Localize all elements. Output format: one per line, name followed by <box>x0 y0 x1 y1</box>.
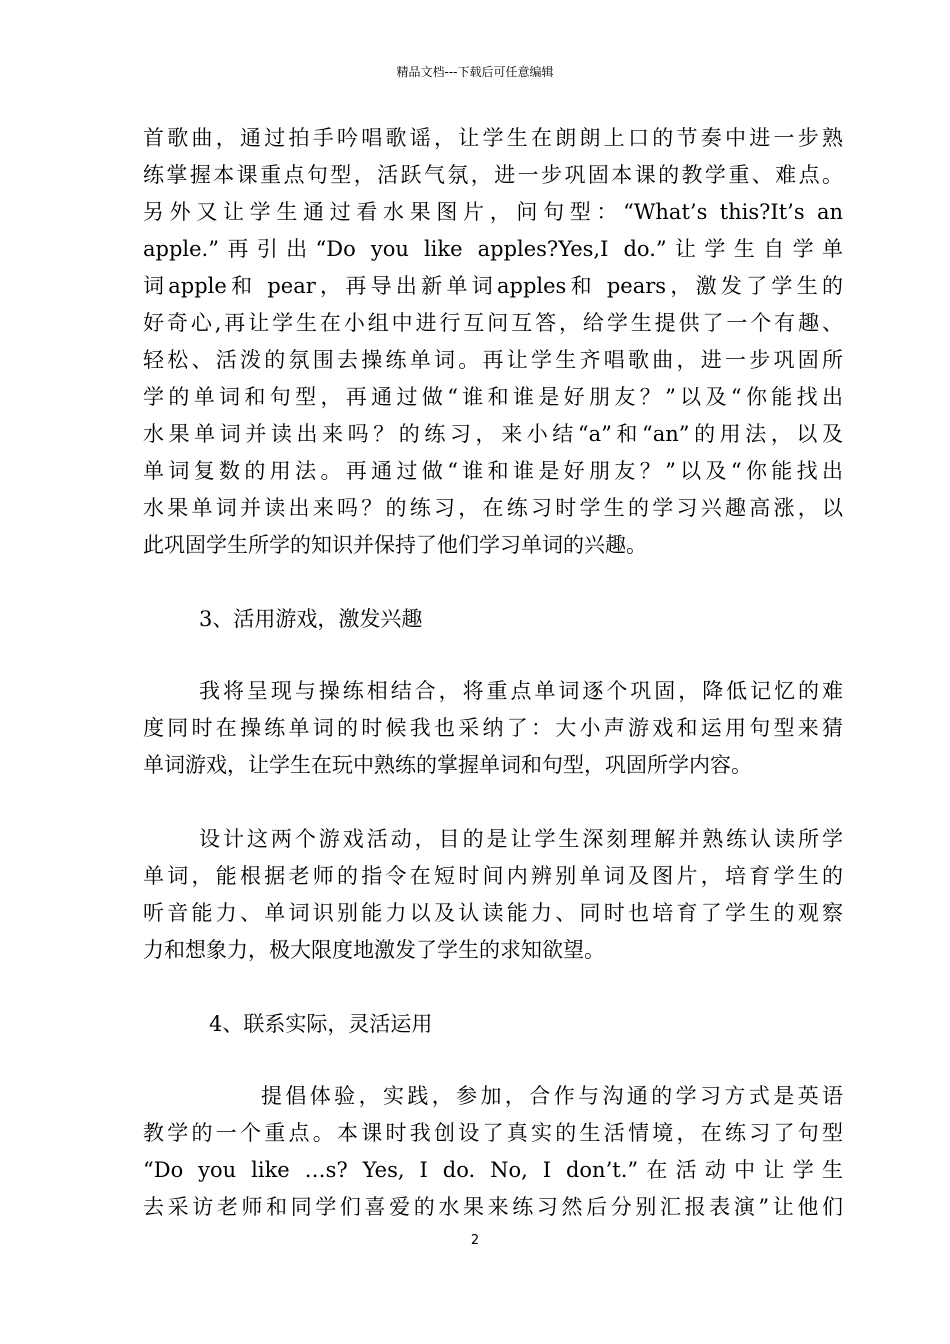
text-line: 教学的一个重点。本课时我创设了真实的生活情境，在练习了句型 <box>143 1121 843 1145</box>
text-line: 水果单词并读出来吗？的练习，在练习时学生的学习兴趣高涨，以 <box>143 496 843 520</box>
text-line: 学的单词和句型，再通过做“谁和谁是好朋友？”以及“你能找出 <box>143 385 843 409</box>
text-line: 单词游戏，让学生在玩中熟练的掌握单词和句型，巩固所学内容。 <box>143 753 752 777</box>
text-line: 轻松、活泼的氛围去操练单词。再让学生齐唱歌曲，进一步巩固所 <box>143 348 843 372</box>
text-line: 单词复数的用法。再通过做“谁和谁是好朋友？”以及“你能找出 <box>143 459 843 483</box>
page-number: 2 <box>470 1233 480 1248</box>
text-line: 单词，能根据老师的指令在短时间内辨别单词及图片，培育学生的 <box>143 864 843 888</box>
text-line: 提倡体验，实践，参加，合作与沟通的学习方式是英语 <box>261 1084 843 1108</box>
text-line: 另外又让学生通过看水果图片，问句型：“What’s this?It’s an <box>143 200 843 224</box>
text-line: “Do you like …s? Yes, I do. No, I don’t.”在活动中让学生 <box>143 1158 843 1182</box>
text-line: 好奇心,再让学生在小组中进行互问互答，给学生提供了一个有趣、 <box>143 311 843 335</box>
section-heading: 3、活用游戏，激发兴趣 <box>199 607 423 631</box>
section-heading: 4、联系实际，灵活运用 <box>209 1012 433 1036</box>
text-line: 力和想象力，极大限度地激发了学生的求知欲望。 <box>143 938 605 962</box>
text-line: 练掌握本课重点句型，活跃气氛，进一步巩固本课的教学重、难点。 <box>143 163 843 187</box>
page-header: 精品文档---下载后可任意编辑 <box>396 65 554 79</box>
text-line: 此巩固学生所学的知识并保持了他们学习单词的兴趣。 <box>143 533 647 557</box>
text-line: 听音能力、单词识别能力以及认读能力、同时也培育了学生的观察 <box>143 901 843 925</box>
text-line: 去采访老师和同学们喜爱的水果来练习然后分别汇报表演”让他们 <box>143 1195 843 1219</box>
text-line: 设计这两个游戏活动，目的是让学生深刻理解并熟练认读所学 <box>199 827 843 851</box>
text-line: 度同时在操练单词的时候我也采纳了：大小声游戏和运用句型来猜 <box>143 716 843 740</box>
text-line: 水果单词并读出来吗？的练习，来小结“a”和“an”的用法，以及 <box>143 422 843 446</box>
text-line: 首歌曲，通过拍手吟唱歌谣，让学生在朗朗上口的节奏中进一步熟 <box>143 126 843 150</box>
text-line: 词apple和 pear，再导出新单词apples和 pears，激发了学生的 <box>143 274 843 298</box>
text-line: apple.”再引出“Do you like apples?Yes,I do.”让学生自学单 <box>143 237 843 261</box>
text-line: 我将呈现与操练相结合，将重点单词逐个巩固，降低记忆的难 <box>199 679 843 703</box>
